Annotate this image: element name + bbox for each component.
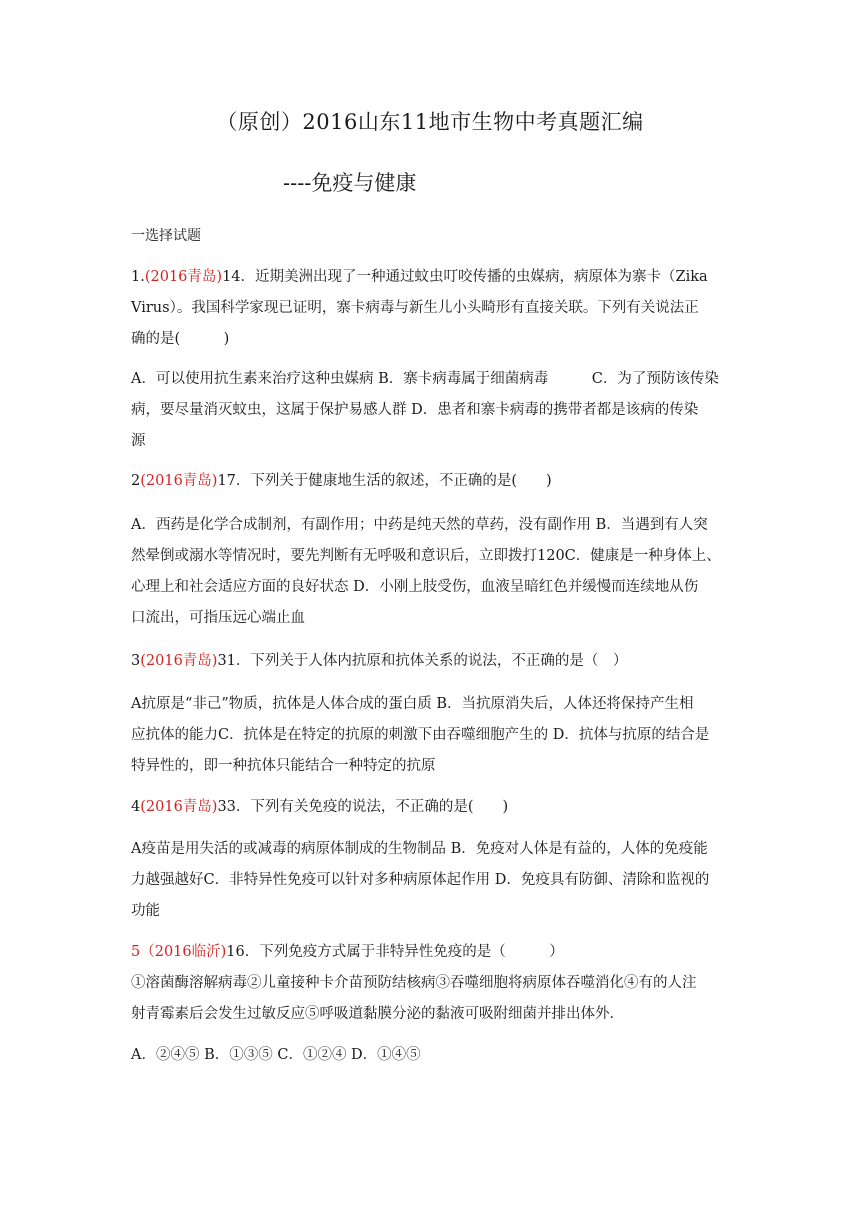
- option-line: A抗原是“非己”物质，抗体是人体合成的蛋白质 B．当抗原消失后，人体还将保持产生相: [131, 696, 694, 712]
- question-source: (2016青岛): [140, 799, 218, 815]
- option-line: 病，要尽量消灭蚊虫，这属于保护易感人群 D．患者和寨卡病毒的携带者都是该病的传染: [131, 402, 699, 418]
- question-4-options: [131, 834, 731, 927]
- question-source: (2016青岛): [144, 269, 223, 285]
- option-line: A．西药是化学合成制剂，有副作用；中药是纯天然的草药，没有副作用 B．当遇到有人突: [131, 517, 708, 533]
- question-number: 3: [131, 653, 141, 669]
- question-number: 2: [131, 473, 141, 489]
- question-stem-line: 确的是( ): [131, 331, 230, 347]
- question-stem-line: 射青霉素后会发生过敏反应⑤呼吸道黏膜分泌的黏液可吸附细菌并排出体外．: [131, 1006, 624, 1022]
- question-2-stem: [131, 466, 731, 497]
- option-line: 力越强越好C．非特异性免疫可以针对多种病原体起作用 D．免疫具有防御、清除和监视的: [131, 872, 710, 888]
- section-heading: 一选择试题: [131, 228, 201, 244]
- option-line: 功能: [131, 903, 160, 919]
- question-number: 5: [131, 944, 141, 960]
- option-line: 口流出，可指压远心端止血: [131, 610, 305, 626]
- option-line: 应抗体的能力C．抗体是在特定的抗原的刺激下由吞噬细胞产生的 D．抗体与抗原的结合是: [131, 727, 710, 743]
- option-line: 心理上和社会适应方面的良好状态 D．小刚上肢受伤，血液呈暗红色并缓慢而连续地从伤: [131, 579, 699, 595]
- option-line: 然晕倒或溺水等情况时，要先判断有无呼吸和意识后，立即拨打120C．健康是一种身体上、: [131, 548, 721, 564]
- question-source: （2016临沂): [140, 944, 227, 960]
- question-number: 4: [131, 799, 141, 815]
- question-4-stem: [131, 792, 731, 823]
- question-stem-line: 5（2016临沂)16．下列免疫方式属于非特异性免疫的是（ ）: [131, 944, 564, 960]
- question-5-options: [131, 1040, 731, 1071]
- option-line: 源: [131, 433, 146, 449]
- question-1-stem: [131, 262, 731, 355]
- option-line: A．可以使用抗生素来治疗这种虫媒病 B．寨卡病毒属于细菌病毒 C．为了预防该传染: [131, 371, 719, 387]
- question-stem-line: 4(2016青岛)33．下列有关免疫的说法，不正确的是( ): [131, 799, 509, 815]
- question-1-options: [131, 364, 731, 457]
- question-source: (2016青岛): [140, 653, 218, 669]
- question-stem-line: 2(2016青岛)17．下列关于健康地生活的叙述，不正确的是( ): [131, 473, 552, 489]
- question-stem-line: 3(2016青岛)31．下列关于人体内抗原和抗体关系的说法，不正确的是（ ）: [131, 653, 628, 669]
- option-line: A．②④⑤ B．①③⑤ C．①②④ D．①④⑤: [131, 1047, 421, 1063]
- question-source: (2016青岛): [140, 473, 218, 489]
- question-stem-line: ①溶菌酶溶解病毒②儿童接种卡介苗预防结核病③吞噬细胞将病原体吞噬消化④有的人注: [131, 975, 697, 991]
- question-3-stem: [131, 646, 731, 677]
- option-line: 特异性的，即一种抗体只能结合一种特定的抗原: [131, 758, 436, 774]
- question-stem-line: 1.(2016青岛)14．近期美洲出现了一种通过蚊虫叮咬传播的虫媒病，病原体为寨卡（Zika: [131, 269, 708, 285]
- question-number: 1.: [131, 269, 145, 285]
- document-subtitle: ----免疫与健康: [283, 171, 417, 195]
- question-2-options: [131, 510, 731, 634]
- question-stem-line: Virus）。我国科学家现已证明，寨卡病毒与新生儿小头畸形有直接关联。下列有关说法正: [131, 300, 699, 316]
- question-3-options: [131, 689, 731, 782]
- option-line: A疫苗是用失活的或减毒的病原体制成的生物制品 B．免疫对人体是有益的，人体的免疫能: [131, 841, 708, 857]
- document-title: （原创）2016山东11地市生物中考真题汇编: [216, 110, 644, 134]
- question-5-stem: [131, 937, 731, 1030]
